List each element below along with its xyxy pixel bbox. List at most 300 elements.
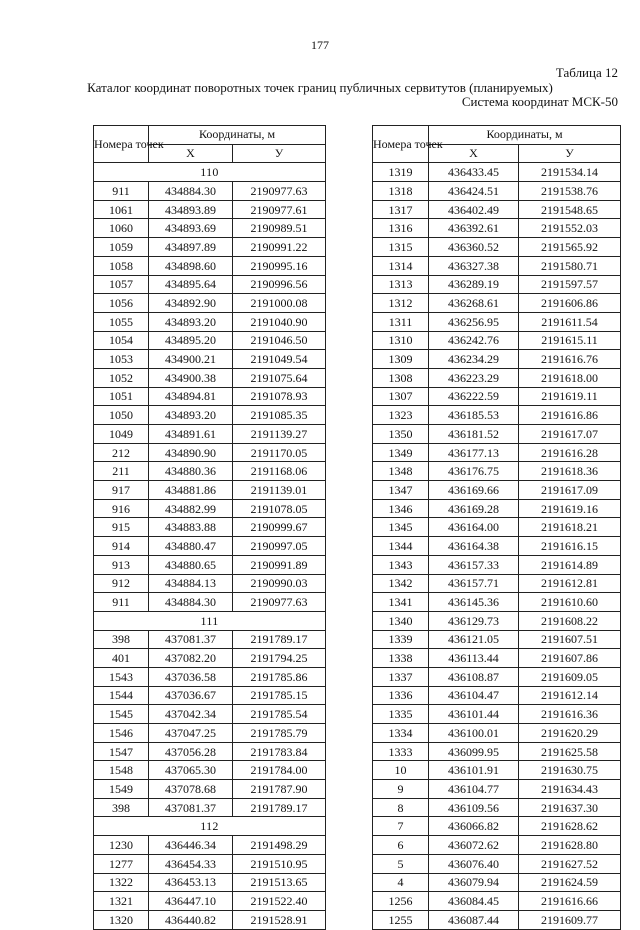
point-number: 912: [94, 574, 149, 593]
point-number: 401: [94, 649, 149, 668]
coord-y: 2191565.92: [519, 238, 621, 257]
table-row: [94, 294, 326, 313]
point-number: 1315: [373, 238, 429, 257]
coord-y: 2191609.05: [519, 667, 621, 686]
point-number: 1309: [373, 350, 429, 369]
point-number: 1319: [373, 163, 429, 182]
table-row: [373, 611, 621, 630]
coord-y: 2191615.11: [519, 331, 621, 350]
coord-y: 2191607.86: [519, 649, 621, 668]
coord-x: 436079.94: [429, 873, 519, 892]
coord-x: 436424.51: [429, 182, 519, 201]
coord-x: 436185.53: [429, 406, 519, 425]
coord-x: 437047.25: [149, 724, 233, 743]
coord-x: 434880.47: [149, 537, 233, 556]
table-row: [94, 630, 326, 649]
point-number: 1337: [373, 667, 429, 686]
point-number: 1548: [94, 761, 149, 780]
coord-y: 2191610.60: [519, 593, 621, 612]
table-row: [373, 630, 621, 649]
coord-x: 434900.38: [149, 368, 233, 387]
section-number: 112: [94, 817, 326, 836]
table-row: [94, 462, 326, 481]
coord-y: 2191787.90: [233, 780, 326, 799]
point-number: 913: [94, 555, 149, 574]
point-number: 398: [94, 798, 149, 817]
section-number: 110: [94, 163, 326, 182]
table-row: [373, 873, 621, 892]
table-row: [373, 462, 621, 481]
header-x: X: [429, 144, 519, 163]
header-y: У: [233, 144, 326, 163]
point-number: 1343: [373, 555, 429, 574]
table-row: [94, 219, 326, 238]
table-row: [94, 574, 326, 593]
point-number: 1230: [94, 836, 149, 855]
table-row: [373, 667, 621, 686]
table-row: [94, 742, 326, 761]
coord-x: 436447.10: [149, 892, 233, 911]
point-number: 1052: [94, 368, 149, 387]
coord-x: 436099.95: [429, 742, 519, 761]
header-point-numbers: Номера точек: [94, 126, 149, 163]
coord-y: 2191625.58: [519, 742, 621, 761]
coord-x: 436104.77: [429, 780, 519, 799]
point-number: 1318: [373, 182, 429, 201]
point-number: 1054: [94, 331, 149, 350]
table-row: [94, 667, 326, 686]
point-number: 1312: [373, 294, 429, 313]
point-number: 1307: [373, 387, 429, 406]
table-row: [94, 892, 326, 911]
coord-y: 2191620.29: [519, 724, 621, 743]
point-number: 1320: [94, 910, 149, 929]
table-row: [94, 537, 326, 556]
coord-x: 436360.52: [429, 238, 519, 257]
point-number: 1050: [94, 406, 149, 425]
section-number: 111: [94, 611, 326, 630]
table-row: [94, 406, 326, 425]
point-number: 1335: [373, 705, 429, 724]
coord-x: 436177.13: [429, 443, 519, 462]
table-row: [94, 368, 326, 387]
table-row: [373, 798, 621, 817]
coord-x: 436169.66: [429, 481, 519, 500]
coord-y: 2191617.09: [519, 481, 621, 500]
table-row: [373, 649, 621, 668]
coordinate-system: Система координат МСК-50: [461, 94, 618, 109]
table-row: [373, 854, 621, 873]
coord-x: 436176.75: [429, 462, 519, 481]
table-row: [94, 182, 326, 201]
point-number: 4: [373, 873, 429, 892]
coord-x: 436084.45: [429, 892, 519, 911]
coord-y: 2191618.21: [519, 518, 621, 537]
coord-x: 434882.99: [149, 499, 233, 518]
table-row: [373, 350, 621, 369]
header-coordinates: Координаты, м: [149, 126, 326, 145]
coord-x: 434880.36: [149, 462, 233, 481]
table-row: [373, 275, 621, 294]
coord-y: 2191627.52: [519, 854, 621, 873]
point-number: 6: [373, 836, 429, 855]
point-number: 1055: [94, 312, 149, 331]
coord-x: 436234.29: [429, 350, 519, 369]
coord-x: 436433.45: [429, 163, 519, 182]
point-number: 915: [94, 518, 149, 537]
point-number: 917: [94, 481, 149, 500]
table-row: [94, 555, 326, 574]
coord-x: 436109.56: [429, 798, 519, 817]
point-number: 1334: [373, 724, 429, 743]
coord-y: 2190977.63: [233, 182, 326, 201]
point-number: 1549: [94, 780, 149, 799]
point-number: 1051: [94, 387, 149, 406]
coord-x: 436145.36: [429, 593, 519, 612]
point-number: 1255: [373, 910, 429, 929]
table-row: [373, 368, 621, 387]
page-number: 177: [311, 38, 329, 52]
table-row: [94, 649, 326, 668]
coord-y: 2191618.36: [519, 462, 621, 481]
coord-x: 436104.47: [429, 686, 519, 705]
coord-y: 2191630.75: [519, 761, 621, 780]
point-number: 1049: [94, 425, 149, 444]
table-row: [373, 256, 621, 275]
coord-y: 2191049.54: [233, 350, 326, 369]
table-row: [94, 780, 326, 799]
coord-y: 2191078.05: [233, 499, 326, 518]
point-number: 1344: [373, 537, 429, 556]
left-table-body: [94, 163, 326, 929]
table-row: [373, 238, 621, 257]
coord-y: 2191612.81: [519, 574, 621, 593]
coord-x: 436402.49: [429, 200, 519, 219]
table-row: [373, 686, 621, 705]
table-row: [94, 443, 326, 462]
table-row: [373, 555, 621, 574]
table-row: [94, 200, 326, 219]
point-number: 1277: [94, 854, 149, 873]
coord-x: 436223.29: [429, 368, 519, 387]
point-number: 1311: [373, 312, 429, 331]
table-row: [94, 387, 326, 406]
coord-y: 2191168.06: [233, 462, 326, 481]
point-number: 1310: [373, 331, 429, 350]
coord-y: 2191608.22: [519, 611, 621, 630]
point-number: 1342: [373, 574, 429, 593]
coord-y: 2190999.67: [233, 518, 326, 537]
point-number: 1323: [373, 406, 429, 425]
coord-y: 2191616.76: [519, 350, 621, 369]
table-row: [94, 798, 326, 817]
coord-x: 436454.33: [149, 854, 233, 873]
coord-x: 436101.44: [429, 705, 519, 724]
coord-y: 2191040.90: [233, 312, 326, 331]
coord-y: 2191789.17: [233, 798, 326, 817]
coord-x: 437081.37: [149, 630, 233, 649]
coord-y: 2191607.51: [519, 630, 621, 649]
coord-x: 437078.68: [149, 780, 233, 799]
coord-x: 436108.87: [429, 667, 519, 686]
table-row: [373, 761, 621, 780]
coord-y: 2191611.54: [519, 312, 621, 331]
header-coordinates: Координаты, м: [429, 126, 621, 145]
coord-y: 2191618.00: [519, 368, 621, 387]
coord-y: 2190977.63: [233, 593, 326, 612]
coord-x: 434891.61: [149, 425, 233, 444]
table-row: [94, 350, 326, 369]
coord-x: 436113.44: [429, 649, 519, 668]
coord-y: 2191528.91: [233, 910, 326, 929]
point-number: 1336: [373, 686, 429, 705]
coord-x: 436242.76: [429, 331, 519, 350]
coord-y: 2191616.28: [519, 443, 621, 462]
point-number: 1543: [94, 667, 149, 686]
point-number: 1053: [94, 350, 149, 369]
coord-y: 2191785.54: [233, 705, 326, 724]
coord-y: 2191548.65: [519, 200, 621, 219]
table-row: [373, 294, 621, 313]
table-row: [373, 892, 621, 911]
coord-y: 2191085.35: [233, 406, 326, 425]
point-number: 1338: [373, 649, 429, 668]
table-row: [94, 873, 326, 892]
coord-y: 2191785.79: [233, 724, 326, 743]
point-number: 1317: [373, 200, 429, 219]
point-number: 1313: [373, 275, 429, 294]
table-row: [373, 182, 621, 201]
coord-y: 2191513.65: [233, 873, 326, 892]
point-number: 1340: [373, 611, 429, 630]
coord-x: 436087.44: [429, 910, 519, 929]
point-number: 914: [94, 537, 149, 556]
coord-y: 2191624.59: [519, 873, 621, 892]
table-caption: Каталог координат поворотных точек границ публичных сервитутов (планируемых): [87, 80, 553, 95]
table-row: [94, 499, 326, 518]
coord-y: 2191785.86: [233, 667, 326, 686]
point-number: 1316: [373, 219, 429, 238]
point-number: 1256: [373, 892, 429, 911]
coord-x: 434897.89: [149, 238, 233, 257]
header-point-numbers: Номера точек: [373, 126, 429, 163]
coord-y: 2191075.64: [233, 368, 326, 387]
point-number: 1346: [373, 499, 429, 518]
point-number: 1345: [373, 518, 429, 537]
coord-y: 2191046.50: [233, 331, 326, 350]
coord-x: 434894.81: [149, 387, 233, 406]
point-number: 1341: [373, 593, 429, 612]
coord-x: 434883.88: [149, 518, 233, 537]
table-row: [94, 724, 326, 743]
table-row: [373, 910, 621, 929]
table-row: [94, 593, 326, 612]
coord-x: 437042.34: [149, 705, 233, 724]
coord-x: 436446.34: [149, 836, 233, 855]
table-row: [94, 910, 326, 929]
table-row: [373, 593, 621, 612]
point-number: 1058: [94, 256, 149, 275]
point-number: 1057: [94, 275, 149, 294]
point-number: 1350: [373, 425, 429, 444]
table-row: [373, 481, 621, 500]
coord-y: 2191628.62: [519, 817, 621, 836]
coord-x: 436076.40: [429, 854, 519, 873]
coord-x: 436440.82: [149, 910, 233, 929]
point-number: 1308: [373, 368, 429, 387]
coord-y: 2191619.16: [519, 499, 621, 518]
point-number: 1061: [94, 200, 149, 219]
coord-y: 2190990.03: [233, 574, 326, 593]
coord-x: 434895.64: [149, 275, 233, 294]
coord-y: 2191139.01: [233, 481, 326, 500]
point-number: 1321: [94, 892, 149, 911]
table-row: [373, 425, 621, 444]
point-number: 1547: [94, 742, 149, 761]
section-row: [94, 611, 326, 630]
coord-y: 2190991.89: [233, 555, 326, 574]
coord-x: 436129.73: [429, 611, 519, 630]
coord-x: 436164.38: [429, 537, 519, 556]
table-row: [94, 425, 326, 444]
coord-x: 434895.20: [149, 331, 233, 350]
point-number: 911: [94, 593, 149, 612]
coord-x: 434881.86: [149, 481, 233, 500]
table-row: [373, 742, 621, 761]
coord-x: 436072.62: [429, 836, 519, 855]
coord-x: 436392.61: [429, 219, 519, 238]
point-number: 911: [94, 182, 149, 201]
table-row: [94, 836, 326, 855]
coord-y: 2191616.15: [519, 537, 621, 556]
coord-x: 436157.71: [429, 574, 519, 593]
header-x: X: [149, 144, 233, 163]
coord-y: 2191597.57: [519, 275, 621, 294]
coord-x: 436256.95: [429, 312, 519, 331]
table-row: [94, 331, 326, 350]
coord-y: 2191637.30: [519, 798, 621, 817]
coord-x: 437056.28: [149, 742, 233, 761]
point-number: 1339: [373, 630, 429, 649]
table-row: [373, 312, 621, 331]
table-row: [373, 163, 621, 182]
coord-x: 436121.05: [429, 630, 519, 649]
coord-x: 436222.59: [429, 387, 519, 406]
point-number: 1056: [94, 294, 149, 313]
point-number: 9: [373, 780, 429, 799]
point-number: 212: [94, 443, 149, 462]
point-number: 10: [373, 761, 429, 780]
coord-x: 434893.69: [149, 219, 233, 238]
coord-y: 2191170.05: [233, 443, 326, 462]
coord-y: 2190995.16: [233, 256, 326, 275]
coord-x: 437065.30: [149, 761, 233, 780]
coord-x: 436289.19: [429, 275, 519, 294]
coord-y: 2191614.89: [519, 555, 621, 574]
table-row: [373, 406, 621, 425]
table-row: [373, 537, 621, 556]
table-row: [94, 256, 326, 275]
coord-x: 436268.61: [429, 294, 519, 313]
coord-x: 434890.90: [149, 443, 233, 462]
table-row: [373, 817, 621, 836]
point-number: 8: [373, 798, 429, 817]
table-row: [373, 200, 621, 219]
coord-x: 437082.20: [149, 649, 233, 668]
point-number: 1348: [373, 462, 429, 481]
table-row: [373, 836, 621, 855]
coord-x: 434893.20: [149, 312, 233, 331]
coord-x: 436164.00: [429, 518, 519, 537]
coord-y: 2191078.93: [233, 387, 326, 406]
table-row: [373, 705, 621, 724]
table-row: [94, 312, 326, 331]
table-row: [373, 518, 621, 537]
table-row: [373, 780, 621, 799]
coord-y: 2190996.56: [233, 275, 326, 294]
coord-x: 434880.65: [149, 555, 233, 574]
coord-x: 434898.60: [149, 256, 233, 275]
point-number: 7: [373, 817, 429, 836]
point-number: 1333: [373, 742, 429, 761]
coord-y: 2191612.14: [519, 686, 621, 705]
table-row: [94, 761, 326, 780]
point-number: 211: [94, 462, 149, 481]
table-row: [94, 238, 326, 257]
point-number: 5: [373, 854, 429, 873]
section-row: [94, 817, 326, 836]
table-row: [94, 275, 326, 294]
coord-y: 2191634.43: [519, 780, 621, 799]
coord-x: 434892.90: [149, 294, 233, 313]
coordinates-table-left: [93, 125, 326, 930]
coord-y: 2191785.15: [233, 686, 326, 705]
coord-x: 434884.13: [149, 574, 233, 593]
coord-x: 436100.01: [429, 724, 519, 743]
point-number: 1349: [373, 443, 429, 462]
coord-y: 2191000.08: [233, 294, 326, 313]
coord-y: 2191139.27: [233, 425, 326, 444]
coord-y: 2190989.51: [233, 219, 326, 238]
table-row: [94, 854, 326, 873]
coord-y: 2190997.05: [233, 537, 326, 556]
coord-y: 2191522.40: [233, 892, 326, 911]
table-row: [373, 724, 621, 743]
coord-x: 437036.58: [149, 667, 233, 686]
coord-x: 434900.21: [149, 350, 233, 369]
section-row: [94, 163, 326, 182]
point-number: 1546: [94, 724, 149, 743]
coord-x: 437081.37: [149, 798, 233, 817]
coord-x: 436327.38: [429, 256, 519, 275]
coord-x: 436169.28: [429, 499, 519, 518]
coord-y: 2191794.25: [233, 649, 326, 668]
point-number: 1347: [373, 481, 429, 500]
coord-y: 2191628.80: [519, 836, 621, 855]
table-row: [373, 499, 621, 518]
point-number: 1322: [94, 873, 149, 892]
coord-y: 2191619.11: [519, 387, 621, 406]
header-y: У: [519, 144, 621, 163]
coord-x: 436157.33: [429, 555, 519, 574]
point-number: 1059: [94, 238, 149, 257]
table-row: [373, 331, 621, 350]
coord-y: 2191538.76: [519, 182, 621, 201]
coord-y: 2191552.03: [519, 219, 621, 238]
table-row: [94, 481, 326, 500]
point-number: 916: [94, 499, 149, 518]
coord-y: 2191616.86: [519, 406, 621, 425]
